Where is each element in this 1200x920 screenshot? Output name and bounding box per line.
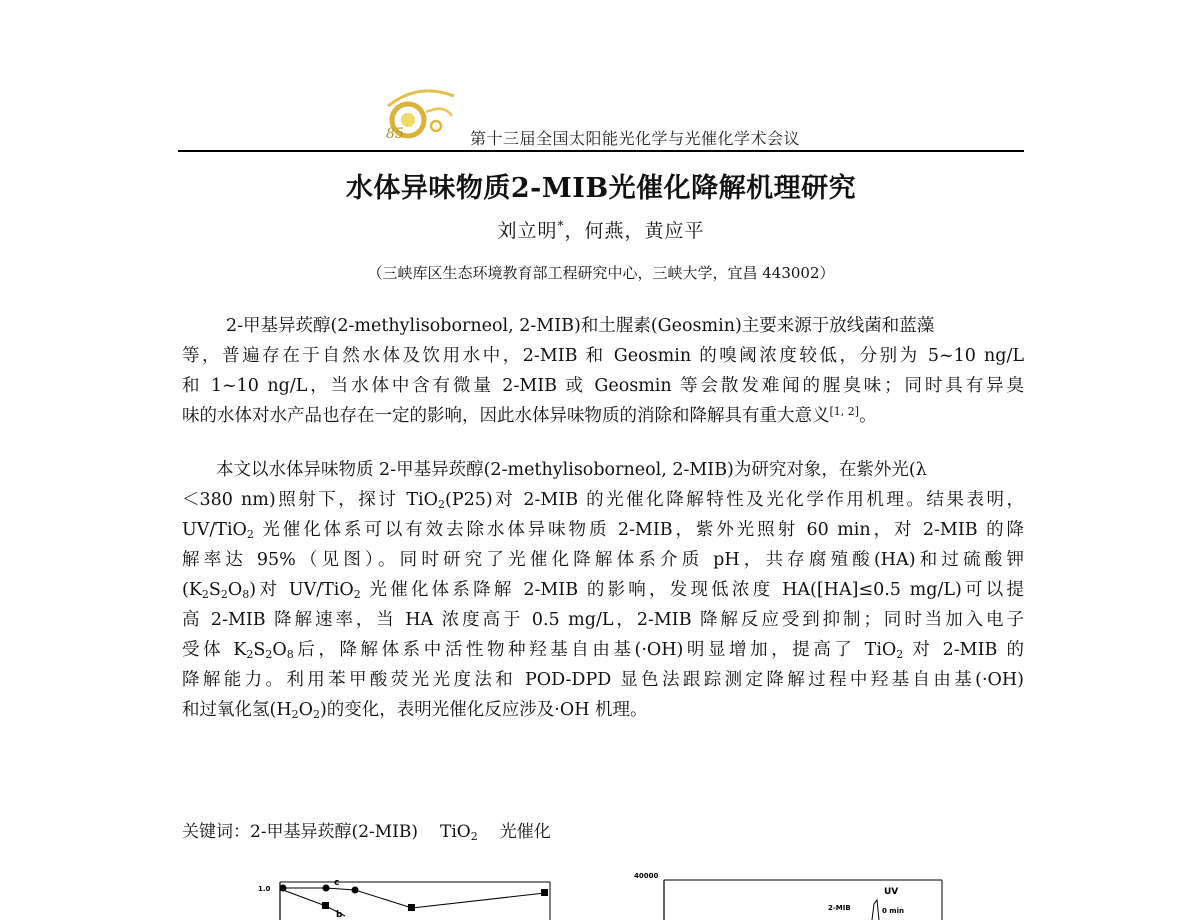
- citation-ref: [1, 2]: [829, 405, 860, 418]
- p2-line-5: $(K_2S_2O_8)$对 UV/TiO$_2$ 光催化体系降解 2-MIB 的影响，发现低浓度 HA([HA]≤0.5 mg/L)可以提: [182, 580, 1024, 601]
- fig2-annotation-uv: UV: [884, 887, 899, 897]
- fig2-peak: [872, 900, 879, 920]
- keywords-label: 关键词：: [182, 822, 250, 842]
- keyword-3: 光催化: [499, 822, 551, 842]
- fig2-y-tick: 40000: [634, 872, 659, 880]
- fig1-label-b: b: [336, 910, 343, 920]
- header-rule: [178, 150, 1024, 152]
- fig2-legend-2mib: 2-MIB: [828, 904, 851, 912]
- keyword-1: 2-甲基异莰醇(2-MIB): [250, 822, 418, 842]
- p2-line-9: 和过氧化氢$(H_2O_2)$的变化，表明光催化反应涉及·OH 机理。: [182, 700, 648, 721]
- fig1-series-c-point: [323, 885, 330, 892]
- keyword-2: TiO$_2$: [440, 822, 478, 843]
- p1-line-4: 味的水体对水产品也存在一定的影响，因此水体异味物质的消除和降解具有重大意义[1, 2]。: [182, 405, 877, 426]
- p2-line-7: 受体 $K_2S_2O_8$后，降解体系中活性物种羟基自由基(·OH)明显增加，提高了 TiO$_2$ 对 2-MIB 的: [182, 640, 1024, 661]
- p1-line-1: 2-甲基异莰醇(2-methylisoborneol, 2-MIB)和土腥素(Geosmin)主要来源于放线菌和蓝藻: [226, 316, 935, 336]
- p2-line-6: 高 2-MIB 降解速率，当 HA 浓度高于 0.5 mg/L，2-MIB 降解反应受到抑制；同时当加入电子: [182, 610, 1024, 630]
- fig1-label-c: c: [334, 878, 340, 888]
- p2-line-4: 解率达 95%（见图）。同时研究了光催化降解体系介质 pH，共存腐殖酸(HA)和过硫酸钾: [182, 550, 1024, 570]
- keywords: [182, 820, 551, 844]
- paper-title: 水体异味物质2-MIB光催化降解机理研究: [345, 173, 857, 204]
- conference-logo: [378, 86, 458, 144]
- fig1-series-c-point: [352, 887, 359, 894]
- fig1-series-point: [541, 889, 548, 896]
- logo-number: 85: [386, 126, 404, 142]
- affiliation: （三峡库区生态环境教育部工程研究中心，三峡大学，宜昌 443002）: [367, 264, 835, 282]
- fig1-series-b-point: [322, 902, 329, 909]
- figure-1-degradation-plot: [250, 868, 560, 920]
- authors: [178, 216, 1024, 243]
- author-1: 刘立明: [497, 220, 558, 242]
- p1-line-2: 等，普遍存在于自然水体及饮用水中，2-MIB 和 Geosmin 的嗅阈浓度较低，分别为 5~10 ng/L: [182, 346, 1024, 366]
- p2-line-2: ＜380 nm)照射下，探讨 TiO$_2$(P25)对 2-MIB 的光催化降解特性及光化学作用机理。结果表明，: [182, 490, 1024, 511]
- fig1-y-tick: 1.0: [258, 885, 271, 893]
- p2-line-3: UV/TiO$_2$ 光催化体系可以有效去除水体异味物质 2-MIB，紫外光照射 60 min，对 2-MIB 的降: [182, 520, 1024, 541]
- fig1-series-point: [408, 904, 415, 911]
- fig2-peak-label: 0 min: [882, 907, 904, 915]
- p2-line-1: 本文以水体异味物质 2-甲基异莰醇(2-methylisoborneol, 2-MIB)为研究对象，在紫外光(λ: [216, 460, 927, 480]
- p2-line-8: 降解能力。利用苯甲酸荧光光度法和 POD-DPD 显色法跟踪测定降解过程中羟基自由基(·OH): [182, 670, 1024, 690]
- figure-2-chromatogram: [630, 868, 950, 920]
- author-others: ，何燕，黄应平: [564, 220, 705, 242]
- corresponding-mark: *: [557, 218, 565, 233]
- conference-title: 第十三届全国太阳能光化学与光催化学术会议: [470, 129, 801, 148]
- p1-line-3: 和 1~10 ng/L，当水体中含有微量 2-MIB 或 Geosmin 等会散发难闻的腥臭味；同时具有异臭: [182, 376, 1024, 396]
